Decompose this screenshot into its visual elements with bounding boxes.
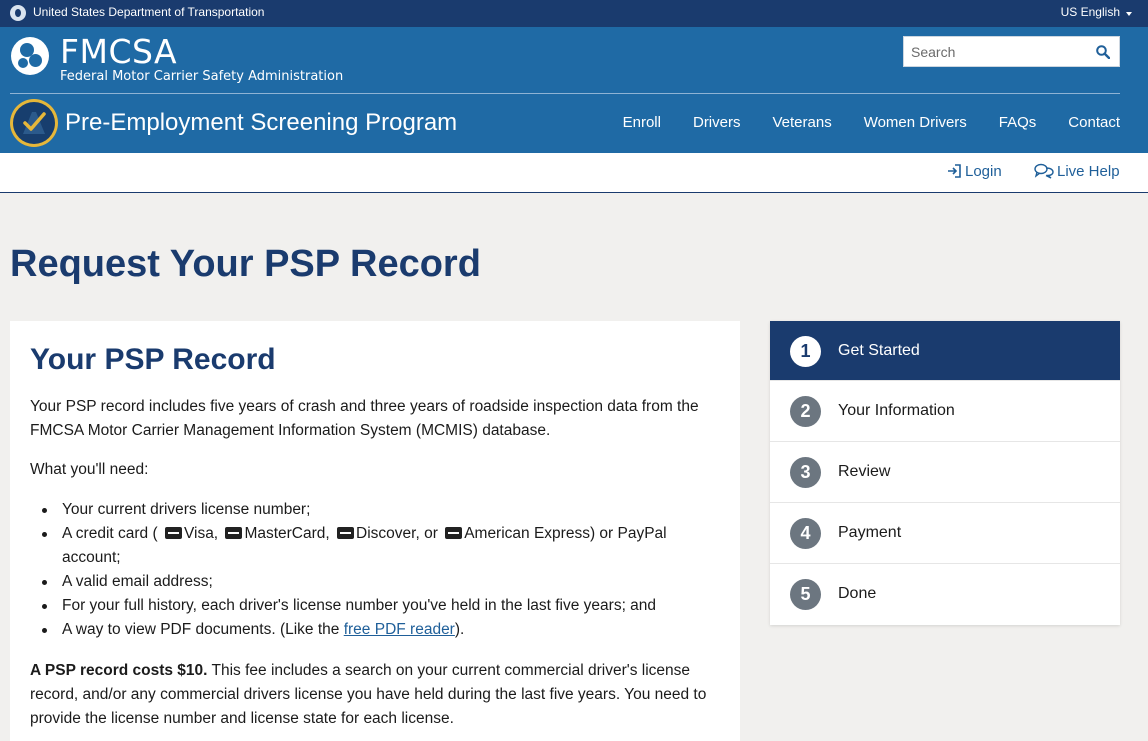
step-label: Get Started — [838, 342, 920, 359]
fmcsa-logo-icon[interactable] — [11, 37, 49, 75]
dot-logo-icon — [10, 5, 26, 21]
chat-icon — [1034, 163, 1054, 179]
step-label: Done — [838, 585, 877, 602]
list-item: A credit card ( Visa, MasterCard, Discover, or American Express) or PayPal account; — [62, 522, 712, 570]
needs-label: What you'll need: — [30, 461, 149, 478]
gov-banner — [0, 0, 1148, 27]
divider — [10, 93, 1120, 94]
discover-icon — [337, 527, 354, 539]
step-done[interactable] — [770, 564, 1120, 625]
step-your-information[interactable] — [770, 381, 1120, 442]
nav-enroll[interactable]: Enroll — [622, 114, 661, 131]
step-number: 2 — [790, 396, 821, 427]
progress-steps — [770, 321, 1120, 625]
step-review[interactable] — [770, 442, 1120, 503]
amex-icon — [445, 527, 462, 539]
login-label[interactable]: Login — [965, 163, 1002, 180]
step-get-started[interactable] — [770, 321, 1120, 381]
brand-header — [0, 27, 1148, 93]
nav-drivers[interactable]: Drivers — [692, 114, 741, 131]
search-box[interactable] — [903, 36, 1120, 67]
nav-faqs[interactable]: FAQs — [998, 114, 1037, 131]
login-icon — [946, 163, 962, 179]
list-item: For your full history, each driver's license number you've held in the last five years; and — [62, 594, 712, 618]
step-label: Review — [838, 463, 891, 480]
mastercard-icon — [225, 527, 242, 539]
step-number: 3 — [790, 457, 821, 488]
pdf-reader-link[interactable]: free PDF reader — [343, 621, 455, 638]
requirements-list — [62, 498, 712, 642]
psp-logo-icon[interactable] — [10, 99, 58, 147]
step-label: Your Information — [838, 402, 955, 419]
nav-contact[interactable]: Contact — [1068, 114, 1120, 131]
step-label: Payment — [838, 524, 902, 541]
nav-veterans[interactable]: Veterans — [772, 114, 832, 131]
list-item: Your current drivers license number; — [62, 498, 712, 522]
search-input[interactable] — [904, 37, 1089, 66]
program-title[interactable]: Pre-Employment Screening Program — [65, 109, 458, 136]
main-nav — [591, 114, 1120, 131]
nav-women-drivers[interactable]: Women Drivers — [863, 114, 967, 131]
psp-record-card — [10, 321, 740, 741]
live-help-link[interactable] — [1034, 163, 1120, 180]
program-nav-bar — [0, 93, 1148, 153]
search-icon[interactable] — [1096, 45, 1110, 59]
intro-text: Your PSP record includes five years of crash and three years of roadside inspection data from the FMCSA Motor Carrier Management Information System (MCMIS) database. — [30, 398, 699, 439]
card-title: Your PSP Record — [30, 343, 276, 376]
brand-name[interactable]: FMCSA — [60, 32, 178, 71]
live-help-label[interactable]: Live Help — [1057, 163, 1120, 180]
step-number: 1 — [790, 336, 821, 367]
step-payment[interactable] — [770, 503, 1120, 564]
visa-icon — [165, 527, 182, 539]
step-number: 5 — [790, 579, 821, 610]
list-item: A way to view PDF documents. (Like the free PDF reader). — [62, 618, 712, 642]
cost-bold: A PSP record costs $10. — [30, 662, 208, 679]
step-number: 4 — [790, 518, 821, 549]
language-selector[interactable]: US English — [1060, 5, 1120, 19]
login-link[interactable] — [946, 163, 1002, 180]
list-item: A valid email address; — [62, 570, 712, 594]
brand-subtitle: Federal Motor Carrier Safety Administration — [60, 69, 344, 84]
caret-down-icon[interactable] — [1126, 12, 1132, 16]
gov-title[interactable]: United States Department of Transportation — [33, 5, 265, 19]
page-title: Request Your PSP Record — [10, 243, 481, 285]
utility-bar — [0, 153, 1148, 193]
cost-text: A PSP record costs $10. This fee includes a search on your current commercial driver's license record, and/or any commercial drivers license you have held during the last five years. You need to provide the license number and license state for each license. — [30, 662, 707, 727]
